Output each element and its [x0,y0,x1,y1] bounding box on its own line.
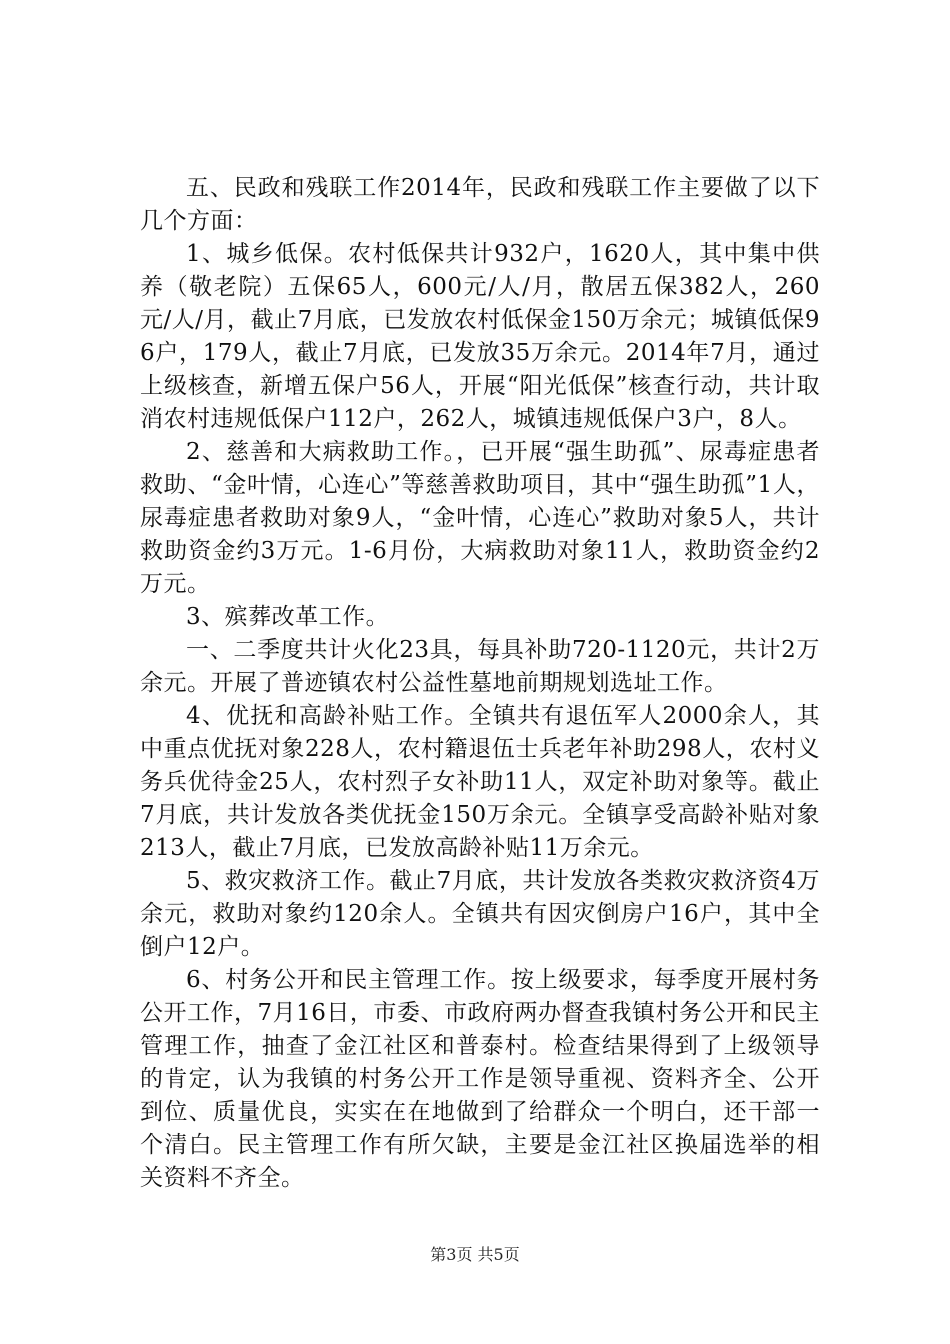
page-number-footer: 第3页 共5页 [430,1245,520,1264]
paragraph-veterans-subsidy: 4、优抚和高龄补贴工作。全镇共有退伍军人2000余人，其中重点优抚对象228人，农村籍退伍士兵老年补助298人，农村义务兵优待金25人，农村烈子女补助11人，双定补助对象等。截止7月底，共计发放各类优抚金150万余元。全镇享受高龄补贴对象213人，截止7月底，已发放高龄补贴11万余元。 [140,703,820,861]
paragraph-funeral-reform-heading: 3、殡葬改革工作。 [186,604,390,630]
paragraph-section-heading: 五、民政和残联工作2014年，民政和残联工作主要做了以下几个方面： [140,175,820,234]
paragraph-disaster-relief: 5、救灾救济工作。截止7月底，共计发放各类救灾救济资4万余元，救助对象约120余人。全镇共有因灾倒房户16户，其中全倒户12户。 [140,868,820,960]
paragraph-cremation: 一、二季度共计火化23具，每具补助720-1120元，共计2万余元。开展了普迹镇农村公益性墓地前期规划选址工作。 [140,637,820,696]
paragraph-charity-relief: 2、慈善和大病救助工作。，已开展“强生助孤”、尿毒症患者救助、“金叶情，心连心”等慈善救助项目，其中“强生助孤”1人，尿毒症患者救助对象9人，“金叶情，心连心”救助对象5人，共计救助资金约3万元。1-6月份，大病救助对象11人，救助资金约2万元。 [140,439,820,597]
paragraph-urban-rural-subsistence: 1、城乡低保。农村低保共计932户，1620人，其中集中供养（敬老院）五保65人，600元/人/月，散居五保382人，260元/人/月，截止7月底，已发放农村低保金150万余元；城镇低保96户，179人，截止7月底，已发放35万余元。2014年7月，通过上级核查，新增五保户56人，开展“阳光低保”核查行动，共计取消农村违规低保户112户，262人，城镇违规低保户3户，8人。 [140,241,820,432]
paragraph-village-affairs: 6、村务公开和民主管理工作。按上级要求，每季度开展村务公开工作，7月16日，市委、市政府两办督查我镇村务公开和民主管理工作，抽查了金江社区和普泰村。检查结果得到了上级领导的肯定，认为我镇的村务公开工作是领导重视、资料齐全、公开到位、质量优良，实实在在地做到了给群众一个明白，还干部一个清白。民主管理工作有所欠缺，主要是金江社区换届选举的相关资料不齐全。 [140,967,820,1191]
document-body [140,172,820,1195]
